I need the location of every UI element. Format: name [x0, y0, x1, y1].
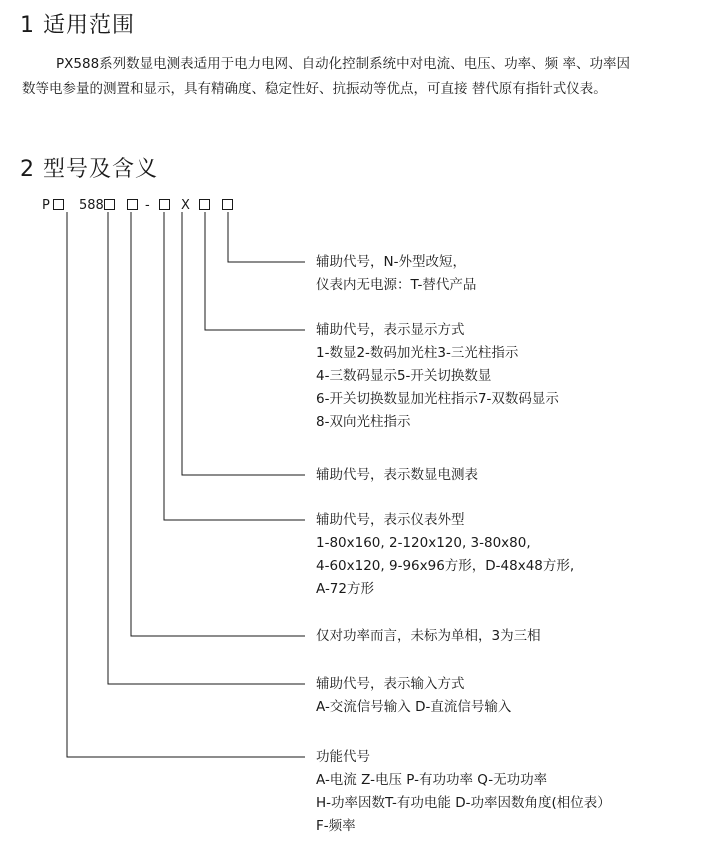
desc-phase: 仅对功率而言，未标为单相，3为三相 [316, 628, 541, 644]
desc-digital-meter: 辅助代号，表示数显电测表 [316, 467, 478, 483]
desc-function-code: 功能代号 A-电流 Z-电压 P-有功功率 Q-无功功率 H-功率因数T-有功电能 D-功率因数角度(相位表） F-频率 [316, 749, 611, 834]
connector-4 [164, 212, 305, 520]
connector-1 [228, 212, 305, 262]
section-2-heading: 2 型号及含义 [20, 157, 158, 182]
intro-line-2: 数等电参量的测置和显示，具有精确度、稳定性好、抗振动等优点，可直接 替代原有指针式仪表。 [22, 81, 607, 97]
desc-case-size: 辅助代号，表示仪表外型 1-80x160, 2-120x120, 3-80x80, 4-60x120, 9-96x96方形，D-48x48方形, A-72方形 [316, 512, 575, 597]
section-1-heading: 1 适用范围 [20, 13, 135, 38]
connector-2 [205, 212, 305, 330]
desc-display-mode: 辅助代号，表示显示方式 1-数显2-数码加光柱3-三光柱指示 4-三数码显示5-开关切换数显 6-开关切换数显加光柱指示7-双数码显示 8-双向光柱指示 [316, 322, 559, 430]
connector-6 [108, 212, 305, 684]
desc-aux-short: 辅助代号，N-外型改短， 仪表内无电源：T-替代产品 [316, 254, 477, 293]
intro-line-1: PX588系列数显电测表适用于电力电网、自动化控制系统中对电流、电压、功率、频 率、功率因 [56, 56, 630, 72]
desc-input-mode: 辅助代号，表示输入方式 A-交流信号输入 D-直流信号输入 [316, 676, 512, 715]
connector-3 [182, 212, 305, 475]
connector-5 [131, 212, 305, 636]
code-prefix-p: P [42, 198, 50, 213]
code-dash: - [145, 198, 150, 213]
code-number: 588 [79, 198, 104, 213]
code-x: X [181, 198, 190, 213]
connector-7 [67, 212, 305, 757]
